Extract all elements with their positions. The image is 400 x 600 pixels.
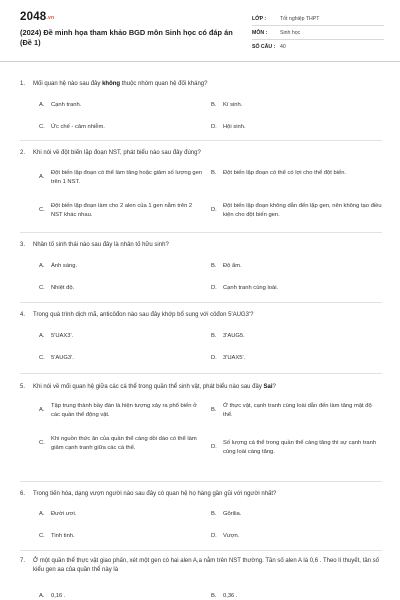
option-letter: B. <box>211 407 217 414</box>
option-letter: D. <box>211 533 217 539</box>
option-d[interactable] <box>211 202 382 219</box>
option-letter: A. <box>39 263 45 269</box>
option-b[interactable] <box>211 592 382 600</box>
question-stem <box>20 241 382 250</box>
question-stem <box>20 490 382 499</box>
option-letter: D. <box>211 207 217 214</box>
question-4 <box>20 311 382 361</box>
question-text: Khi nói về mối quan hệ giữa các cá thể trong quần thể sinh vật, phát biểu nào sau đây Sai? <box>33 384 276 390</box>
meta-row-class <box>252 12 384 26</box>
option-letter: A. <box>39 102 45 108</box>
option-letter: A. <box>39 174 45 181</box>
option-letter: B. <box>211 593 217 599</box>
divider <box>20 140 382 141</box>
option-letter: B. <box>211 333 217 339</box>
option-letter: C. <box>39 124 45 130</box>
question-number: 1. <box>20 81 26 87</box>
option-c[interactable] <box>39 354 204 363</box>
question-stem <box>20 557 382 575</box>
option-letter: D. <box>211 285 217 291</box>
question-7 <box>20 557 382 599</box>
option-a[interactable] <box>39 510 204 519</box>
meta-value: Sinh học <box>280 29 301 36</box>
question-text: Mối quan hệ nào sau đây không thuộc nhóm quan hệ đối kháng? <box>33 81 208 87</box>
option-text: 5'AUG3'. <box>51 355 74 361</box>
question-stem <box>20 311 382 320</box>
question-text: Nhân tố sinh thái nào sau đây là nhân tố hữu sinh? <box>33 242 169 248</box>
exam-meta <box>252 12 384 54</box>
option-text: 5'UAX3'. <box>51 333 74 339</box>
option-a[interactable] <box>39 262 204 271</box>
option-text: Đột biến lặp đoạn có thể có lợi cho thể đột biến. <box>223 170 347 176</box>
option-text: Hội sinh. <box>223 124 246 130</box>
option-letter: C. <box>39 440 45 447</box>
divider <box>20 302 382 303</box>
question-number: 6. <box>20 491 26 497</box>
option-text: Đột biến lặp đoạn không dẫn đến lặp gen, nên không tạo điều kiện cho đột biến gen. <box>223 203 382 218</box>
option-text: Độ ẩm. <box>223 263 242 269</box>
option-b[interactable] <box>211 402 382 419</box>
option-a[interactable] <box>39 332 204 341</box>
question-number: 7. <box>20 558 26 564</box>
option-d[interactable] <box>211 123 382 132</box>
option-b[interactable] <box>211 510 382 519</box>
question-stem <box>20 383 382 392</box>
option-c[interactable] <box>39 123 204 132</box>
option-letter: C. <box>39 207 45 214</box>
question-stem <box>20 80 382 89</box>
option-letter: B. <box>211 511 217 517</box>
question-emphasis: không <box>102 81 121 87</box>
option-b[interactable] <box>211 262 382 271</box>
option-letter: A. <box>39 511 45 517</box>
question-3 <box>20 241 382 291</box>
question-text: Khi nói về đột biến lặp đoạn NST, phát biểu nào sau đây đúng? <box>33 150 201 156</box>
meta-value: Tốt nghiệp THPT <box>280 15 320 22</box>
question-1 <box>20 80 382 130</box>
divider <box>20 232 382 233</box>
logo-text: 2048 <box>20 11 47 23</box>
divider <box>20 481 382 482</box>
option-text: 3'AUG5. <box>223 333 245 339</box>
option-b[interactable] <box>211 332 382 341</box>
option-a[interactable] <box>39 169 204 186</box>
option-a[interactable] <box>39 592 204 600</box>
option-letter: C. <box>39 285 45 291</box>
meta-value: 40 <box>280 44 286 50</box>
option-b[interactable] <box>211 169 382 178</box>
option-text: Nhiệt độ. <box>51 285 75 291</box>
meta-key: SỐ CÂU : <box>252 44 276 50</box>
option-letter: C. <box>39 533 45 539</box>
question-number: 5. <box>20 384 26 390</box>
meta-key: LỚP : <box>252 15 267 22</box>
logo-suffix: .vn <box>46 15 55 21</box>
option-letter: B. <box>211 263 217 269</box>
option-text: Cạnh tranh cùng loài. <box>223 285 279 291</box>
option-d[interactable] <box>211 439 382 456</box>
question-text: Trong tiến hóa, dạng vượn người nào sau đây có quan hệ họ hàng gần gũi với người nhất? <box>33 491 277 497</box>
option-text: Tập trung thành bầy đàn là hiện tượng xảy ra phổ biến ở các quần thể động vật. <box>51 403 197 418</box>
option-letter: A. <box>39 333 45 339</box>
option-text: Số lượng cá thể trong quần thể càng tăng thì sự cạnh tranh cùng loài càng tăng. <box>223 440 377 455</box>
question-number: 2. <box>20 150 26 156</box>
option-letter: B. <box>211 170 217 176</box>
option-c[interactable] <box>39 202 204 219</box>
option-letter: B. <box>211 102 217 108</box>
question-2 <box>20 149 382 218</box>
option-letter: A. <box>39 407 45 414</box>
option-c[interactable] <box>39 532 204 541</box>
question-text: Trong quá trình dịch mã, anticôđon nào sau đây khớp bổ sung với côđon 5'AUG3'? <box>33 312 254 318</box>
option-text: Cạnh tranh. <box>51 102 82 108</box>
question-number: 4. <box>20 312 26 318</box>
meta-row-subject <box>252 26 384 40</box>
option-letter: A. <box>39 593 45 599</box>
option-letter: D. <box>211 124 217 130</box>
option-text: 0,36 . <box>223 593 238 599</box>
option-c[interactable] <box>39 284 204 293</box>
divider <box>20 373 382 374</box>
option-text: Khi nguồn thức ăn của quần thể càng dồi dào có thể làm giảm cạnh tranh giữa các cá thể. <box>51 436 197 451</box>
option-text: Ánh sáng. <box>51 263 78 269</box>
option-text: 0,16 . <box>51 593 66 599</box>
site-logo[interactable] <box>20 11 54 23</box>
question-6 <box>20 490 382 539</box>
option-text: Ở thực vật, cạnh tranh cùng loài dẫn đến làm tăng mật độ thể. <box>223 403 372 418</box>
meta-row-count <box>252 40 384 54</box>
question-text: Ở một quần thể thực vật giao phấn, xét một gen có hai alen A,a nằm trên NST thường. Tần số alen A là 0,6 . Theo lí thuyết, tần số kiểu gen aa của quần thể này là <box>33 558 379 573</box>
page-header <box>0 0 400 62</box>
option-d[interactable] <box>211 284 382 293</box>
option-letter: C. <box>39 355 45 361</box>
option-a[interactable] <box>39 402 204 419</box>
option-letter: D. <box>211 355 217 361</box>
option-c[interactable] <box>39 435 204 452</box>
option-b[interactable] <box>211 101 382 110</box>
option-text: Đột biến lặp đoạn có thể làm tăng hoặc giảm số lượng gen trên 1 NST. <box>51 170 203 185</box>
option-text: Tinh tinh. <box>51 533 75 539</box>
question-emphasis: Sai <box>263 384 273 390</box>
option-d[interactable] <box>211 354 382 363</box>
option-text: Ức chế - cảm nhiễm. <box>51 124 105 130</box>
option-text: 3'UAX5'. <box>223 355 246 361</box>
option-d[interactable] <box>211 532 382 541</box>
question-stem <box>20 149 382 158</box>
option-text: Gôrilia. <box>223 511 242 517</box>
option-text: Đười ươi. <box>51 511 77 517</box>
question-5 <box>20 383 382 455</box>
meta-key: MÔN : <box>252 29 268 36</box>
option-text: Kí sinh. <box>223 102 243 108</box>
option-letter: D. <box>211 444 217 451</box>
divider <box>20 550 382 551</box>
question-number: 3. <box>20 242 26 248</box>
option-a[interactable] <box>39 101 204 110</box>
option-text: Đột biến lặp đoạn làm cho 2 alen của 1 gen nằm trên 2 NST khác nhau. <box>51 203 193 218</box>
exam-title: (2024) Đề minh họa tham khảo BGD môn Sinh học có đáp án (Đề 1) <box>20 28 233 48</box>
option-text: Vượn. <box>223 533 240 539</box>
